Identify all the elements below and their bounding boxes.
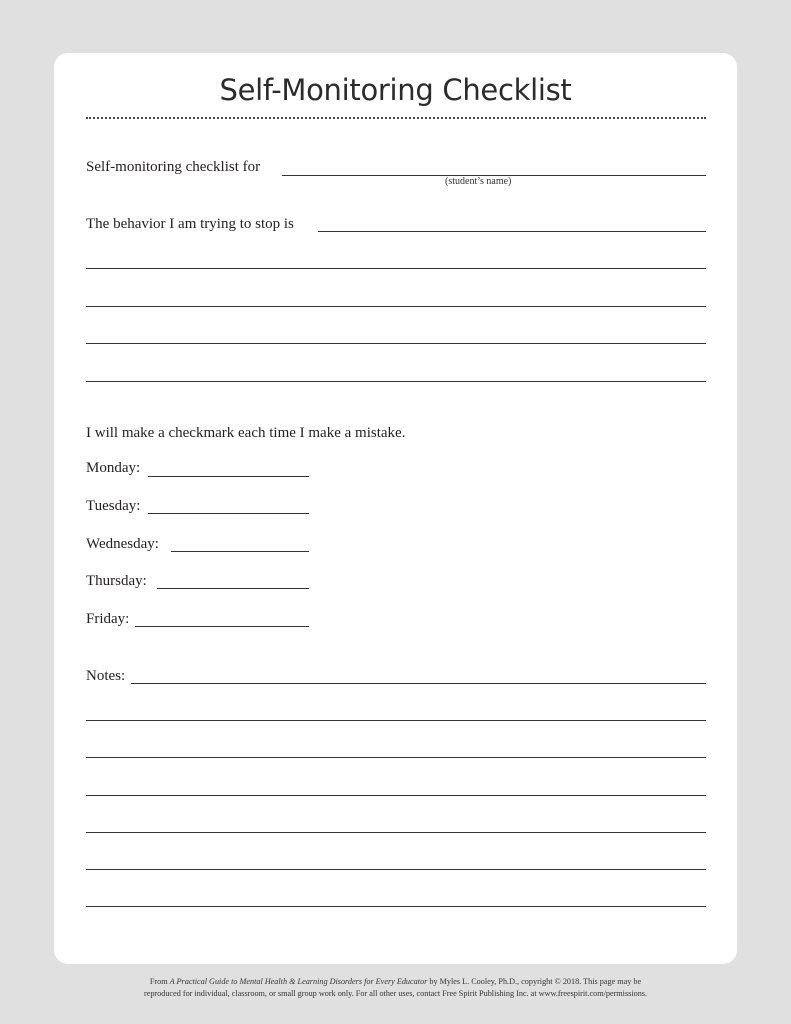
behavior-field-line[interactable] — [86, 343, 706, 344]
footer-line-1-rest: by Myles L. Cooley, Ph.D., copyright © 2018. This page may be — [427, 977, 642, 986]
behavior-field-line[interactable] — [86, 268, 706, 269]
day-field-line[interactable] — [171, 551, 309, 552]
day-label: Wednesday: — [86, 536, 159, 552]
day-field-line[interactable] — [148, 476, 309, 477]
behavior-field-line[interactable] — [86, 306, 706, 307]
notes-label: Notes: — [86, 668, 126, 684]
notes-field-line[interactable] — [86, 832, 706, 833]
day-field-line[interactable] — [157, 588, 309, 589]
day-label: Monday: — [86, 460, 141, 476]
student-name-label: Self-monitoring checklist for — [86, 159, 261, 175]
behavior-field-line[interactable] — [318, 231, 706, 232]
notes-field-line[interactable] — [86, 757, 706, 758]
footer-line-2: reproduced for individual, classroom, or small group work only. For all other uses, contact Free Spirit Publishing Inc. at www.freespirit.com/permissions. — [143, 989, 648, 998]
notes-field-line[interactable] — [86, 795, 706, 796]
dotted-divider — [86, 117, 706, 119]
student-name-hint: (student’s name) — [445, 176, 512, 187]
day-label: Thursday: — [86, 573, 147, 589]
day-label: Friday: — [86, 611, 130, 627]
notes-field-line[interactable] — [86, 720, 706, 721]
notes-field-line[interactable] — [86, 906, 706, 907]
footer-line-1 — [0, 976, 791, 988]
behavior-field-line[interactable] — [86, 381, 706, 382]
instruction-text: I will make a checkmark each time I make a mistake. — [86, 425, 406, 441]
notes-field-line[interactable] — [131, 683, 706, 684]
page-title: Self-Monitoring Checklist — [219, 73, 572, 107]
worksheet-card — [54, 53, 737, 964]
day-field-line[interactable] — [135, 626, 309, 627]
notes-field-line[interactable] — [86, 869, 706, 870]
behavior-label: The behavior I am trying to stop is — [86, 216, 294, 232]
day-label: Tuesday: — [86, 498, 141, 514]
copyright-footer — [0, 976, 791, 1000]
footer-prefix: From — [149, 977, 170, 986]
book-title: A Practical Guide to Mental Health & Learning Disorders for Every Educator — [169, 977, 428, 986]
day-field-line[interactable] — [148, 513, 309, 514]
